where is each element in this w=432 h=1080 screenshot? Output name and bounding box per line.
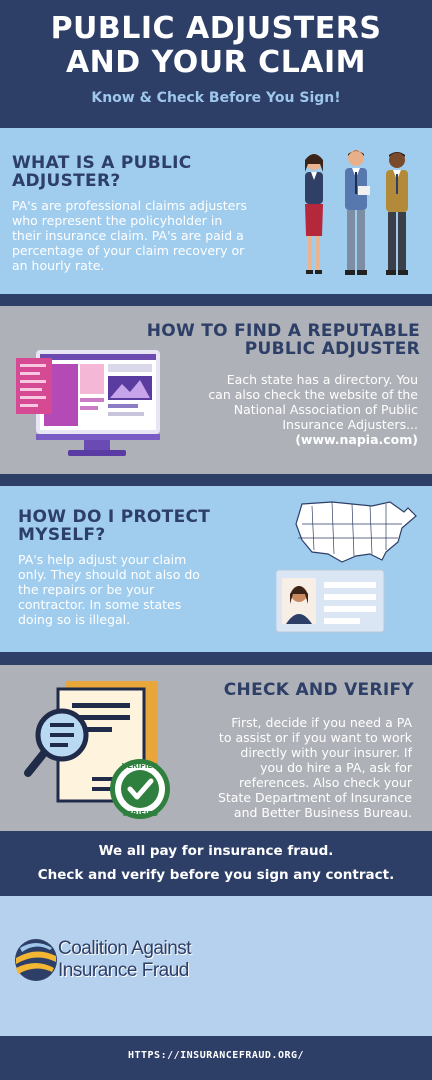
body-line: First, decide if you need a PA <box>231 715 412 730</box>
body-line: Insurance Adjusters... <box>282 417 418 432</box>
section-title-line: MYSELF? <box>18 525 106 545</box>
badge-label-bottom: VERIFIED <box>121 810 159 818</box>
computer-monitor-icon <box>16 346 162 458</box>
title-line-1: PUBLIC ADJUSTERS <box>50 11 382 46</box>
section-title <box>12 154 192 190</box>
section-body <box>18 552 200 627</box>
divider <box>0 474 432 486</box>
header-banner <box>0 0 432 128</box>
verify-document-icon <box>22 677 178 823</box>
coalition-globe-logo-icon <box>14 938 58 982</box>
body-line: PA's are professional claims adjusters <box>12 198 247 213</box>
body-line: National Association of Public <box>233 402 418 417</box>
section-body <box>12 198 247 273</box>
section-title-line: HOW TO FIND A REPUTABLE <box>146 321 420 341</box>
body-line: their insurance claim. PA's are paid a <box>12 228 244 243</box>
us-map-id-card-icon <box>272 494 426 636</box>
page-title <box>0 12 432 80</box>
section-title-line: ADJUSTER? <box>12 171 121 191</box>
body-line: Each state has a directory. You <box>226 372 418 387</box>
section-title <box>18 508 210 544</box>
napia-link[interactable]: (www.napia.com) <box>295 432 418 447</box>
section-title-line: PUBLIC ADJUSTER <box>244 339 420 359</box>
section-find-pa <box>0 306 432 474</box>
page-subtitle: Know & Check Before You Sign! <box>91 90 341 106</box>
section-check-verify <box>0 665 432 831</box>
section-what-is-pa <box>0 128 432 294</box>
badge-label-top: VERIFIED <box>121 762 159 770</box>
body-line: contractor. In some states <box>18 597 182 612</box>
logo-line-1: Coalition Against <box>58 938 192 959</box>
callout-line-1: We all pay for insurance fraud. <box>98 843 334 859</box>
body-line: an hourly rate. <box>12 258 105 273</box>
body-line: only. They should not also do <box>18 567 200 582</box>
body-line: who represent the policyholder in <box>12 213 223 228</box>
body-line: percentage of your claim recovery or <box>12 243 245 258</box>
body-line: to assist or if you want to work <box>218 730 412 745</box>
section-title-line: HOW DO I PROTECT <box>18 507 211 527</box>
divider <box>0 652 432 665</box>
body-line: PA's help adjust your claim <box>18 552 187 567</box>
body-line: and Better Business Bureau. <box>233 805 412 820</box>
section-protect-yourself <box>0 486 432 652</box>
section-title-line: WHAT IS A PUBLIC <box>12 153 192 173</box>
adjusters-illustration <box>296 146 422 296</box>
verified-badge <box>110 759 170 819</box>
body-line: State Department of Insurance <box>217 790 412 805</box>
body-line: doing so is illegal. <box>18 612 131 627</box>
body-line: references. Also check your <box>239 775 412 790</box>
section-title <box>147 322 420 358</box>
body-line: can also check the website of the <box>208 387 418 402</box>
coalition-logo-text <box>58 938 191 982</box>
section-title: CHECK AND VERIFY <box>223 680 414 700</box>
fraud-callout <box>0 831 432 896</box>
divider <box>0 294 432 306</box>
body-line: you do hire a PA, ask for <box>260 760 412 775</box>
body-line: the repairs or be your <box>18 582 155 597</box>
callout-line-2: Check and verify before you sign any contract. <box>37 867 395 883</box>
title-line-2: AND YOUR CLAIM <box>65 45 367 80</box>
section-body <box>218 715 412 820</box>
body-line: directly with your insurer. If <box>240 745 412 760</box>
logo-line-2: Insurance Fraud <box>58 960 189 981</box>
website-link[interactable]: HTTPS://INSURANCEFRAUD.ORG/ <box>127 1050 305 1061</box>
section-body <box>208 372 418 447</box>
